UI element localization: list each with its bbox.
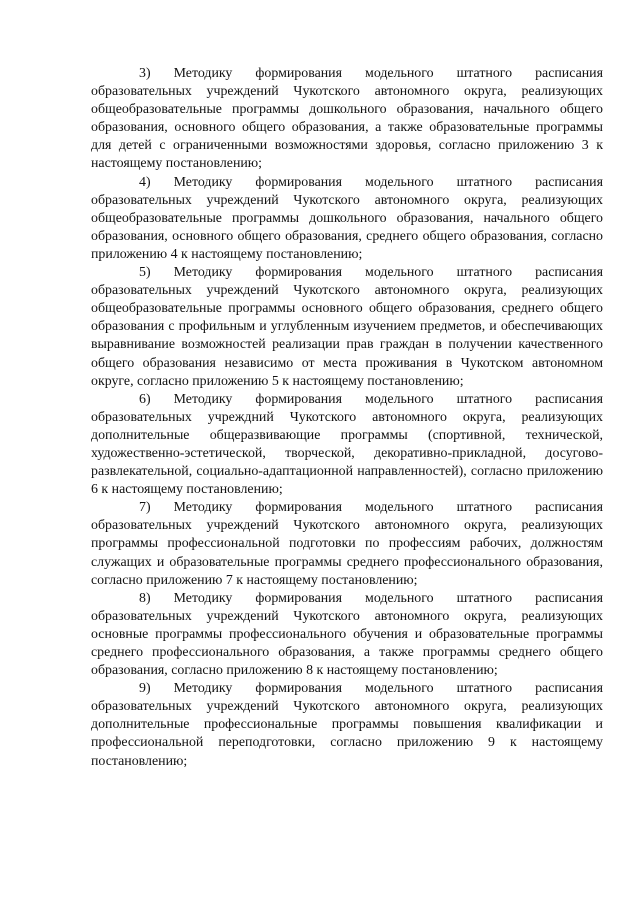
list-item-5: 5) Методику формирования модельного штатного расписания образовательных учреждений Чукотского автономного округа, реализующих общеобразовательные программы основного общего образования, среднего общего образования с профильным и углубленным изучением предметов, и обеспечивающих выравнивание возможностей реализации прав граждан в получении качественного общего образования независимо от места проживания в Чукотском автономном округе, согласно приложению 5 к настоящему постановлению;: [91, 265, 603, 389]
list-item-6: 6) Методику формирования модельного штатного расписания образовательных учреждний Чукотского автономного округа, реализующих дополнительные общеразвивающие программы (спортивной, технической, художественно-эстетической, творческой, декоративно-прикладной, досугово-развлекательной, социально-адаптационной направленностей), согласно приложению 6 к настоящему постановлению;: [91, 391, 603, 498]
list-item-4: 4) Методику формирования модельного штатного расписания образовательных учреждений Чукотского автономного округа, реализующих общеобразовательные программы дошкольного образования, начального общего образования, основного общего образования, среднего общего образования, согласно приложению 4 к настоящему постановлению;: [91, 174, 603, 262]
list-item-9: 9) Методику формирования модельного штатного расписания образовательных учреждений Чукотского автономного округа, реализующих дополнительные профессиональные программы повышения квалификации и профессиональной переподготовки, согласно приложению 9 к настоящему постановлению;: [91, 681, 603, 769]
list-item-3: 3) Методику формирования модельного штатного расписания образовательных учреждений Чукотского автономного округа, реализующих общеобразовательные программы дошкольного образования, начального общего образования, основного общего образования, а также образовательные программы для детей с ограниченными возможностями здоровья, согласно приложению 3 к настоящему постановлению;: [91, 66, 603, 172]
document-page: [91, 65, 603, 771]
list-item-7: 7) Методику формирования модельного штатного расписания образовательных учреждений Чукотского автономного округа, реализующих программы профессиональной подготовки по профессиям рабочих, должностям служащих и образовательные программы среднего профессионального образования, согласно приложению 7 к настоящему постановлению;: [91, 500, 603, 588]
list-item-8: 8) Методику формирования модельного штатного расписания образовательных учреждений Чукотского автономного округа, реализующих основные программы профессионального обучения и образовательные программы среднего профессионального образования, а также программы среднего общего образования, согласно приложению 8 к настоящему постановлению;: [91, 590, 603, 679]
